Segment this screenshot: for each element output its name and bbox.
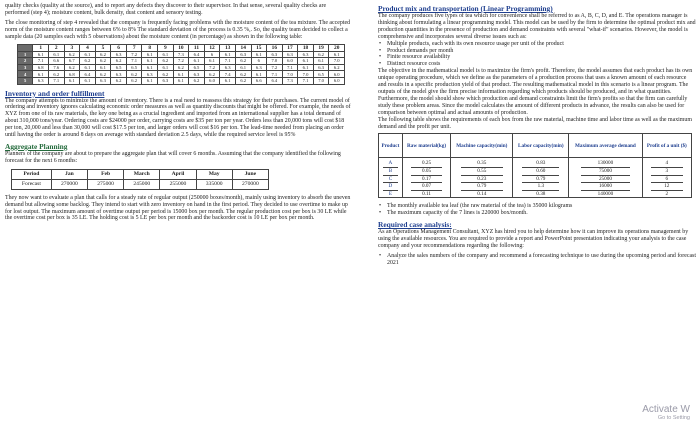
- sample-cell: 6.5: [126, 64, 142, 71]
- sample-cell: 6.1: [220, 51, 236, 58]
- sample-cell: 6.3: [313, 64, 329, 71]
- sample-cell: 6.1: [235, 64, 251, 71]
- forecast-value-cell: 255000: [160, 179, 196, 189]
- sample-cell: 6.3: [298, 51, 314, 58]
- forecast-header-cell: Feb: [87, 169, 123, 179]
- sample-row: [18, 64, 345, 71]
- profit-value: 6: [651, 176, 683, 184]
- list-item: • Multiple products, each with its own resource usage per unit of the product: [378, 41, 696, 48]
- sample-cell: 6.2: [204, 71, 220, 78]
- product-name: A: [383, 160, 398, 168]
- sample-cell: 6.2: [64, 64, 80, 71]
- sample-cell: 6.3: [33, 77, 49, 84]
- sample-cell: 7.0: [267, 58, 283, 65]
- sample-cell: 6: [204, 51, 220, 58]
- forecast-row-label: Forecast: [12, 179, 52, 189]
- sample-cell: 7.1: [298, 77, 314, 84]
- sample-cell: 7.1: [48, 77, 64, 84]
- forecast-header-cell: May: [196, 169, 232, 179]
- forecast-value-cell: 270000: [51, 179, 87, 189]
- sample-header-cell: 14: [235, 44, 251, 51]
- observation-number: 5: [18, 77, 33, 84]
- availability-list: [378, 203, 696, 217]
- sample-cell: 6.2: [126, 71, 142, 78]
- sample-header-cell: 20: [329, 44, 345, 51]
- sample-cell: 6.2: [80, 58, 96, 65]
- sample-cell: 6.5: [189, 64, 205, 71]
- sample-cell: 6.4: [189, 51, 205, 58]
- sample-cell: 6.1: [298, 64, 314, 71]
- profit-value: 4: [651, 160, 683, 168]
- sample-cell: 6.2: [111, 77, 127, 84]
- case-analysis-paragraph: As an Operations Management Consultant, XYZ has hired you to help determine how it can improve its operations management by using the available resources. You are required to provide a report and PowerPoint presentation indicating your analysis to the case company and your recommendations regarding the following:: [378, 229, 689, 249]
- sample-cell: 7.0: [313, 77, 329, 84]
- sample-header-cell: 10: [173, 44, 189, 51]
- sample-cell: 6.0: [204, 77, 220, 84]
- sample-cell: 6.2: [189, 77, 205, 84]
- sample-cell: 6.6: [251, 77, 267, 84]
- inventory-heading: Inventory and order fulfillment: [5, 88, 105, 98]
- sample-cell: 6.3: [111, 71, 127, 78]
- sample-cell: 6.2: [111, 58, 127, 65]
- sample-cell: 6.1: [80, 64, 96, 71]
- product-header-cell: Product: [379, 134, 403, 158]
- forecast-value-cell: 270000: [232, 179, 268, 189]
- machine-capacity-header: Machine capacity(min): [451, 134, 513, 158]
- table-intro-paragraph: The following table shows the requirements of each box from the raw material, machine time and labor time as well as the maximum demand and the profit per unit.: [378, 116, 692, 130]
- list-item: • Distinct resource costs: [378, 61, 696, 68]
- sample-cell: 6.1: [142, 77, 158, 84]
- sample-cell: 6.5: [313, 71, 329, 78]
- forecast-value-cell: 245000: [124, 179, 160, 189]
- aggregate-plan-paragraph: They now want to evaluate a plan that calls for a steady rate of regular output (250000 boxes/month), mainly using inventory to absorb the uneven demand but allowing some backlog. They intend to start with zero inventory on hand in the first period. They decided to use overtime to make up for lost output. The maximum amount of overtime output per period is 15000 box per month. The regular production cost per box is 30 LE while the overtime cost per box is 35 LE. The holding cost is 5 LE per box per month and the backorder cost is 10 LE per box per month.: [5, 194, 351, 222]
- sample-cell: 6.2: [48, 71, 64, 78]
- sample-header-cell: 16: [267, 44, 283, 51]
- list-item: • The maximum capacity of the 7 lines is 220000 box/month.: [378, 210, 696, 217]
- right-column: [364, 0, 700, 430]
- machine-value: 0.23: [461, 176, 502, 184]
- observation-number: 2: [18, 58, 33, 65]
- product-table-header: [379, 134, 692, 158]
- forecast-header-row: [12, 169, 269, 179]
- demand-value: 140000: [597, 190, 614, 197]
- sample-header-cell: 5: [95, 44, 111, 51]
- sample-cell: 6.1: [80, 77, 96, 84]
- aggregate-paragraph: Planners of the company are about to prepare the aggregate plan that will cover 6 months. Assuming that the company identified the following forecast for the next 6 months:: [5, 150, 341, 164]
- sample-cell: 6.1: [220, 77, 236, 84]
- activation-watermark: [642, 404, 690, 422]
- profit-column: [642, 158, 691, 198]
- watermark-title: Activate W: [642, 404, 690, 415]
- forecast-value-row: [12, 179, 269, 189]
- raw-material-value: 0.17: [411, 176, 443, 184]
- sample-header-cell: 13: [220, 44, 236, 51]
- sample-cell: 6.3: [111, 51, 127, 58]
- machine-value: 0.14: [477, 190, 487, 197]
- forecast-header-cell: April: [160, 169, 196, 179]
- sample-cell: 6.1: [251, 71, 267, 78]
- sample-cell: 7.1: [220, 58, 236, 65]
- profit-value: 2: [665, 190, 669, 197]
- sample-header-cell: 8: [142, 44, 158, 51]
- sample-header-cell: 6: [111, 44, 127, 51]
- sample-cell: 6.1: [158, 64, 174, 71]
- sample-cell: 6.3: [158, 77, 174, 84]
- sample-header-cell: 3: [64, 44, 80, 51]
- sample-cell: 6.5: [111, 64, 127, 71]
- demand-value: 16000: [581, 183, 630, 191]
- forecast-table: [11, 169, 269, 190]
- sample-header-cell: 17: [282, 44, 298, 51]
- sample-cell: 6.3: [267, 51, 283, 58]
- sample-cell: 6.4: [80, 71, 96, 78]
- labor-value: 0.60: [522, 168, 559, 176]
- sample-header-cell: 7: [126, 44, 142, 51]
- sample-cell: 6: [251, 58, 267, 65]
- sample-cell: 6.1: [173, 71, 189, 78]
- list-item: • Finite resource availability: [378, 54, 696, 61]
- sample-cell: 7.3: [173, 51, 189, 58]
- sample-header-cell: 12: [204, 44, 220, 51]
- demand-value: 75000: [581, 168, 630, 176]
- sample-cell: 7.2: [173, 58, 189, 65]
- product-name: E: [388, 190, 393, 197]
- machine-value: 0.35: [461, 160, 502, 168]
- sample-cell: 6.3: [95, 77, 111, 84]
- sample-header-row: [18, 44, 345, 51]
- sample-cell: 6.7: [64, 58, 80, 65]
- sample-cell: 7.4: [220, 71, 236, 78]
- sample-cell: 6.3: [142, 71, 158, 78]
- sample-cell: 7.1: [33, 58, 49, 65]
- sample-cell: 6.0: [329, 71, 345, 78]
- profit-value: 3: [651, 168, 683, 176]
- sample-cell: 7.2: [267, 64, 283, 71]
- demand-column: [569, 158, 642, 198]
- sample-cell: 6.8: [33, 64, 49, 71]
- sample-header-cell: [18, 44, 33, 51]
- forecast-value-cell: 335000: [196, 179, 232, 189]
- sample-cell: 6.2: [235, 58, 251, 65]
- sample-cell: 6.2: [235, 77, 251, 84]
- sample-cell: 6.1: [158, 51, 174, 58]
- moisture-sample-table: [17, 44, 345, 85]
- sample-cell: 6.1: [33, 51, 49, 58]
- product-requirements-table: [378, 133, 692, 198]
- observation-number: 4: [18, 71, 33, 78]
- forecast-value-cell: 275000: [87, 179, 123, 189]
- sample-cell: 6.3: [220, 64, 236, 71]
- sample-cell: 6.0: [329, 77, 345, 84]
- aggregate-heading: Aggregate Planning: [5, 141, 68, 151]
- product-name: D: [383, 183, 398, 191]
- sample-cell: 6.2: [173, 64, 189, 71]
- sample-cell: 6.1: [142, 58, 158, 65]
- sample-cell: 6.4: [267, 77, 283, 84]
- sample-cell: 7.2: [204, 64, 220, 71]
- labor-value: 0.79: [522, 176, 559, 184]
- sample-row: [18, 77, 345, 84]
- sample-header-cell: 15: [251, 44, 267, 51]
- machine-capacity-column: [451, 158, 513, 198]
- sample-header-cell: 4: [80, 44, 96, 51]
- intro-paragraph: quality checks (quality at the source), and to report any defects they discover to their supervisor. In that sense, several quality checks are performed (step 4); moisture content, bulk density, dust content and sensory testing.: [5, 3, 327, 16]
- sample-cell: 6.1: [33, 71, 49, 78]
- sample-cell: 6.2: [95, 58, 111, 65]
- labor-value: 0.38: [536, 190, 546, 197]
- sample-cell: 6.0: [282, 58, 298, 65]
- sample-row: [18, 51, 345, 58]
- sample-header-cell: 2: [48, 44, 64, 51]
- list-item: • The monthly available tea leaf (the raw material of the tea) is 35000 kilograms: [378, 203, 696, 210]
- sample-cell: 6.3: [251, 64, 267, 71]
- sample-cell: 6.2: [329, 64, 345, 71]
- list-item: • Analyze the sales numbers of the company and recommend a forecasting technique to use during the upcoming period and forecast 2021: [378, 253, 696, 267]
- sample-cell: 6.2: [64, 51, 80, 58]
- machine-value: 0.79: [461, 183, 502, 191]
- sample-header-cell: 18: [298, 44, 314, 51]
- sample-cell: 6.1: [329, 51, 345, 58]
- sample-cell: 6.1: [64, 77, 80, 84]
- model-issues-list: [378, 41, 696, 69]
- observation-number: 1: [18, 51, 33, 58]
- sample-cell: 6.1: [189, 58, 205, 65]
- sample-cell: 6.1: [313, 58, 329, 65]
- watermark-subtitle: Go to Setting: [657, 415, 690, 421]
- raw-material-value: 0.25: [411, 160, 443, 168]
- raw-material-value: 0.11: [422, 190, 431, 197]
- sample-cell: 7.0: [329, 58, 345, 65]
- forecast-header-cell: March: [124, 169, 160, 179]
- sample-cell: 7.1: [282, 64, 298, 71]
- sample-header-cell: 19: [313, 44, 329, 51]
- sample-cell: 6.1: [95, 64, 111, 71]
- case-analysis-heading: Required case analysis:: [378, 220, 452, 230]
- sample-cell: 6.3: [282, 51, 298, 58]
- product-name: B: [383, 168, 398, 176]
- case-tasks-list: [378, 253, 696, 267]
- sample-cell: 6.1: [80, 51, 96, 58]
- sample-row: [18, 58, 345, 65]
- labor-capacity-column: [513, 158, 569, 198]
- sample-cell: 6.2: [235, 71, 251, 78]
- sample-cell: 6.1: [142, 64, 158, 71]
- profit-header: Profit of a unit ($): [642, 134, 691, 158]
- sample-cell: 6.2: [158, 71, 174, 78]
- forecast-header-cell: Period: [12, 169, 52, 179]
- product-table-body: [379, 158, 692, 198]
- sample-cell: 7.1: [126, 58, 142, 65]
- sample-cell: 6.3: [189, 71, 205, 78]
- sample-cell: 6.6: [48, 58, 64, 65]
- sample-cell: 6.2: [158, 58, 174, 65]
- observation-number: 3: [18, 64, 33, 71]
- objective-paragraph: The objective in the mathematical model is to maximize the firm's profit. Therefore, the model assumes that each product has its own unique operating procedure, which we define as the parameters of a production process that uses a known amount of each resource and results in a specific production yield of that product. The resulting mathematical model in this scenario is a linear program. The outputs of the model give the firm precise information regarding which products should be produced, and in what quantities. Furthermore, the model should show which production and demand constraints limit the firm's profits so that the firm can carefully study these problem areas. Since the model calculates the amount of different products in advance, the results can also be used for comparison between optimal and actual amounts of production.: [378, 68, 693, 116]
- raw-material-column: [402, 158, 450, 198]
- labor-value: 0.83: [522, 160, 559, 168]
- sample-cell: 6.8: [64, 71, 80, 78]
- sample-cell: 7.6: [48, 64, 64, 71]
- profit-value: 12: [651, 183, 683, 191]
- sample-cell: 6.1: [48, 51, 64, 58]
- moisture-paragraph: The close monitoring of step 4 revealed that the company is frequently facing problems with the moisture content of the tea mixture. The accepted norm of the moisture content ranges between 6% to 8% The standard deviation of the process is 0.35 %,. So, the quality team decided to collect a sample data (20 samples each with 5 observations) about the moisture content (in percentage) as shown in the following table:: [5, 19, 351, 40]
- inventory-paragraph: The company attempts to minimize the amount of inventory. There is a real need to reassess this strategy for their purchases. The current model of ordering and inventory ignores calculating economic order measures as well as quantity discounts that might be offered. For example, the needs of XYZ from one of its raw materials, the key one being as a crucial ingredient and imported from an international supplier has a total demand of about 310,000 tons/year. Ordering costs are $24000 per order, carrying costs are $35 per ton per year. Orders less than 20,000 tons will cost $18 per ton, 20,000 and less than 30,000 will cost $17.5 per ton, and larger orders will cost $16 per ton. The lead-time needed from placing an order until having the order is around 8 days on average with standard deviation 2.5 days, while the required service level is 95%: [5, 97, 351, 139]
- labor-value: 1.3: [522, 183, 559, 191]
- demand-header: Maximum average demand: [569, 134, 642, 158]
- sample-header-cell: 9: [158, 44, 174, 51]
- forecast-header-cell: Jan: [51, 169, 87, 179]
- sample-header-cell: 11: [189, 44, 205, 51]
- product-mix-heading: Product mix and transportation (Linear Programming): [378, 4, 553, 13]
- sample-cell: 6.1: [142, 51, 158, 58]
- demand-value: 25000: [581, 176, 630, 184]
- machine-value: 0.55: [461, 168, 502, 176]
- list-item: • Product demands per month: [378, 48, 696, 55]
- sample-cell: 7.2: [126, 51, 142, 58]
- sample-cell: 6.2: [95, 71, 111, 78]
- raw-material-header: Raw material(kg): [402, 134, 450, 158]
- sample-cell: 6.2: [126, 77, 142, 84]
- sample-cell: 7.0: [282, 71, 298, 78]
- sample-cell: 6.1: [204, 58, 220, 65]
- raw-material-value: 0.05: [411, 168, 443, 176]
- sample-cell: 6.3: [235, 51, 251, 58]
- labor-capacity-header: Labor capacity(min): [513, 134, 569, 158]
- sample-cell: 6.2: [313, 51, 329, 58]
- sample-cell: 7.0: [298, 71, 314, 78]
- forecast-header-cell: June: [232, 169, 268, 179]
- sample-cell: 7.3: [282, 77, 298, 84]
- sample-cell: 6.2: [95, 51, 111, 58]
- product-mix-intro: The company produces five types of tea which for convenience shall be referred to as A, B, C, D, and E. The operations manager is thinking about formulating a linear programming model. This model can be used by the firm to determine the optimal product mix and production quantities in the presence of production and demand constraints with several "what-if" scenarios. However, the model is comprehensive and incorporates several diverse issues such as:: [378, 13, 696, 40]
- sample-cell: 6.1: [173, 77, 189, 84]
- sample-cell: 6.1: [298, 58, 314, 65]
- sample-row: [18, 71, 345, 78]
- raw-material-value: 0.07: [411, 183, 443, 191]
- demand-value: 130000: [581, 160, 630, 168]
- sample-header-cell: 1: [33, 44, 49, 51]
- sample-cell: 7.1: [267, 71, 283, 78]
- product-column: [379, 158, 403, 198]
- product-name: C: [383, 176, 398, 184]
- sample-cell: 6.1: [251, 51, 267, 58]
